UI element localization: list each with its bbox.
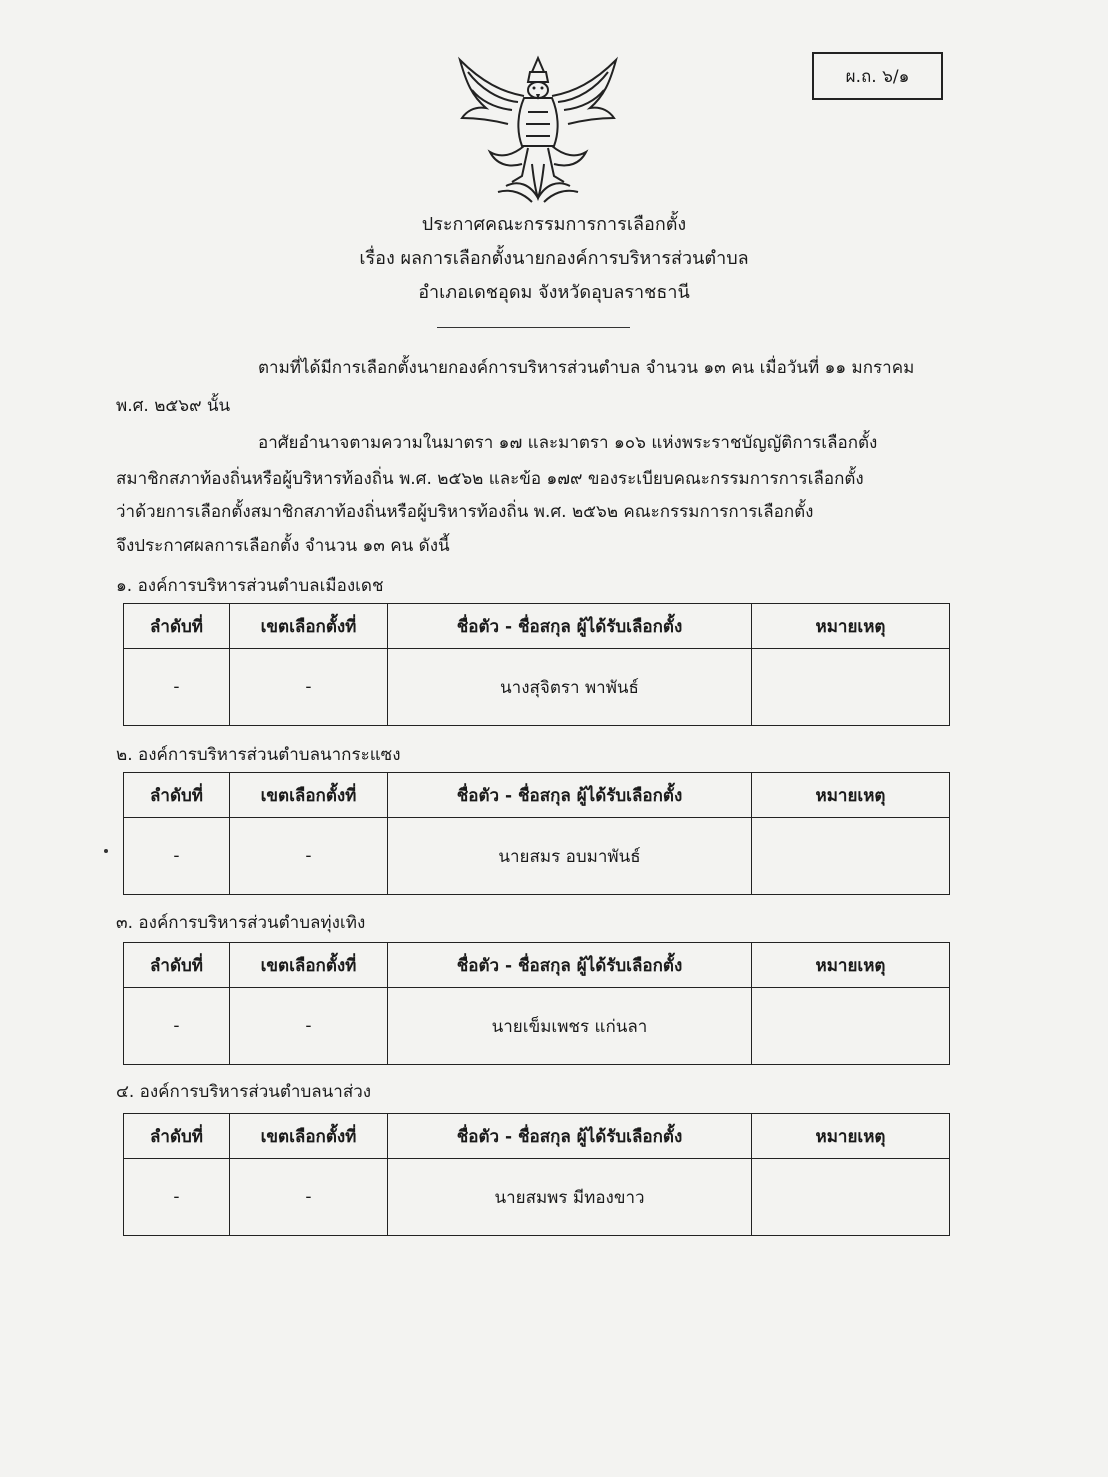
section-title: ๑. องค์การบริหารส่วนตำบลเมืองเดช [116,576,384,596]
column-header-district: เขตเลือกตั้งที่ [230,943,388,988]
result-table [123,1113,950,1236]
cell-name: นางสุจิตรา พาพันธ์ [388,649,752,726]
column-header-order: ลำดับที่ [124,1114,230,1159]
table-row [124,818,950,895]
column-header-remark: หมายเหตุ [752,604,950,649]
column-header-district: เขตเลือกตั้งที่ [230,773,388,818]
column-header-name: ชื่อตัว - ชื่อสกุล ผู้ได้รับเลือกตั้ง [388,773,752,818]
header-divider [437,327,630,328]
cell-name: นายเข็มเพชร แก่นลา [388,988,752,1065]
table-row [124,988,950,1065]
cell-name: นายสมพร มีทองขาว [388,1159,752,1236]
garuda-emblem-icon [452,52,624,204]
cell-remark [752,649,950,726]
column-header-order: ลำดับที่ [124,773,230,818]
cell-order: - [124,1159,230,1236]
column-header-order: ลำดับที่ [124,943,230,988]
column-header-name: ชื่อตัว - ชื่อสกุล ผู้ได้รับเลือกตั้ง [388,1114,752,1159]
cell-district: - [230,649,388,726]
result-table [123,603,950,726]
cell-remark [752,1159,950,1236]
result-table [123,772,950,895]
column-header-remark: หมายเหตุ [752,773,950,818]
column-header-remark: หมายเหตุ [752,943,950,988]
cell-district: - [230,988,388,1065]
cell-remark [752,818,950,895]
column-header-order: ลำดับที่ [124,604,230,649]
paragraph-2-line-2: สมาชิกสภาท้องถิ่นหรือผู้บริหารท้องถิ่น พ.ศ. ๒๕๖๒ และข้อ ๑๗๙ ของระเบียบคณะกรรมการการเลือกตั้ง [116,469,864,489]
paragraph-1-line-2: พ.ศ. ๒๕๖๙ นั้น [116,396,231,416]
result-table [123,942,950,1065]
table-row [124,1159,950,1236]
cell-name: นายสมร อบมาพันธ์ [388,818,752,895]
table-header-row [124,773,950,818]
column-header-remark: หมายเหตุ [752,1114,950,1159]
stray-mark [104,849,108,853]
column-header-district: เขตเลือกตั้งที่ [230,604,388,649]
column-header-district: เขตเลือกตั้งที่ [230,1114,388,1159]
table-header-row [124,604,950,649]
paragraph-2-line-1: อาศัยอำนาจตามความในมาตรา ๑๗ และมาตรา ๑๐๖ แห่งพระราชบัญญัติการเลือกตั้ง [258,433,878,453]
table-header-row [124,943,950,988]
cell-order: - [124,818,230,895]
section-title: ๔. องค์การบริหารส่วนตำบลนาส่วง [116,1082,372,1102]
cell-district: - [230,1159,388,1236]
section-title: ๒. องค์การบริหารส่วนตำบลนากระแซง [116,745,401,765]
announcement-subject: เรื่อง ผลการเลือกตั้งนายกองค์การบริหารส่วนตำบล [359,248,749,269]
paragraph-2-line-3: ว่าด้วยการเลือกตั้งสมาชิกสภาท้องถิ่นหรือผู้บริหารท้องถิ่น พ.ศ. ๒๕๖๒ คณะกรรมการการเลือกตั้ง [116,502,814,522]
cell-order: - [124,649,230,726]
paragraph-2-line-4: จึงประกาศผลการเลือกตั้ง จำนวน ๑๓ คน ดังนี้ [116,536,450,556]
form-code-box [812,52,943,100]
announcement-title: ประกาศคณะกรรมการการเลือกตั้ง [421,214,687,235]
table-header-row [124,1114,950,1159]
cell-remark [752,988,950,1065]
cell-order: - [124,988,230,1065]
cell-district: - [230,818,388,895]
column-header-name: ชื่อตัว - ชื่อสกุล ผู้ได้รับเลือกตั้ง [388,943,752,988]
column-header-name: ชื่อตัว - ชื่อสกุล ผู้ได้รับเลือกตั้ง [388,604,752,649]
paragraph-1-line-1: ตามที่ได้มีการเลือกตั้งนายกองค์การบริหารส่วนตำบล จำนวน ๑๓ คน เมื่อวันที่ ๑๑ มกราคม [258,358,915,378]
announcement-location: อำเภอเดชอุดม จังหวัดอุบลราชธานี [418,282,690,303]
section-title: ๓. องค์การบริหารส่วนตำบลทุ่งเทิง [116,913,366,933]
table-row [124,649,950,726]
form-code: ผ.ถ. ๖/๑ [845,66,910,87]
